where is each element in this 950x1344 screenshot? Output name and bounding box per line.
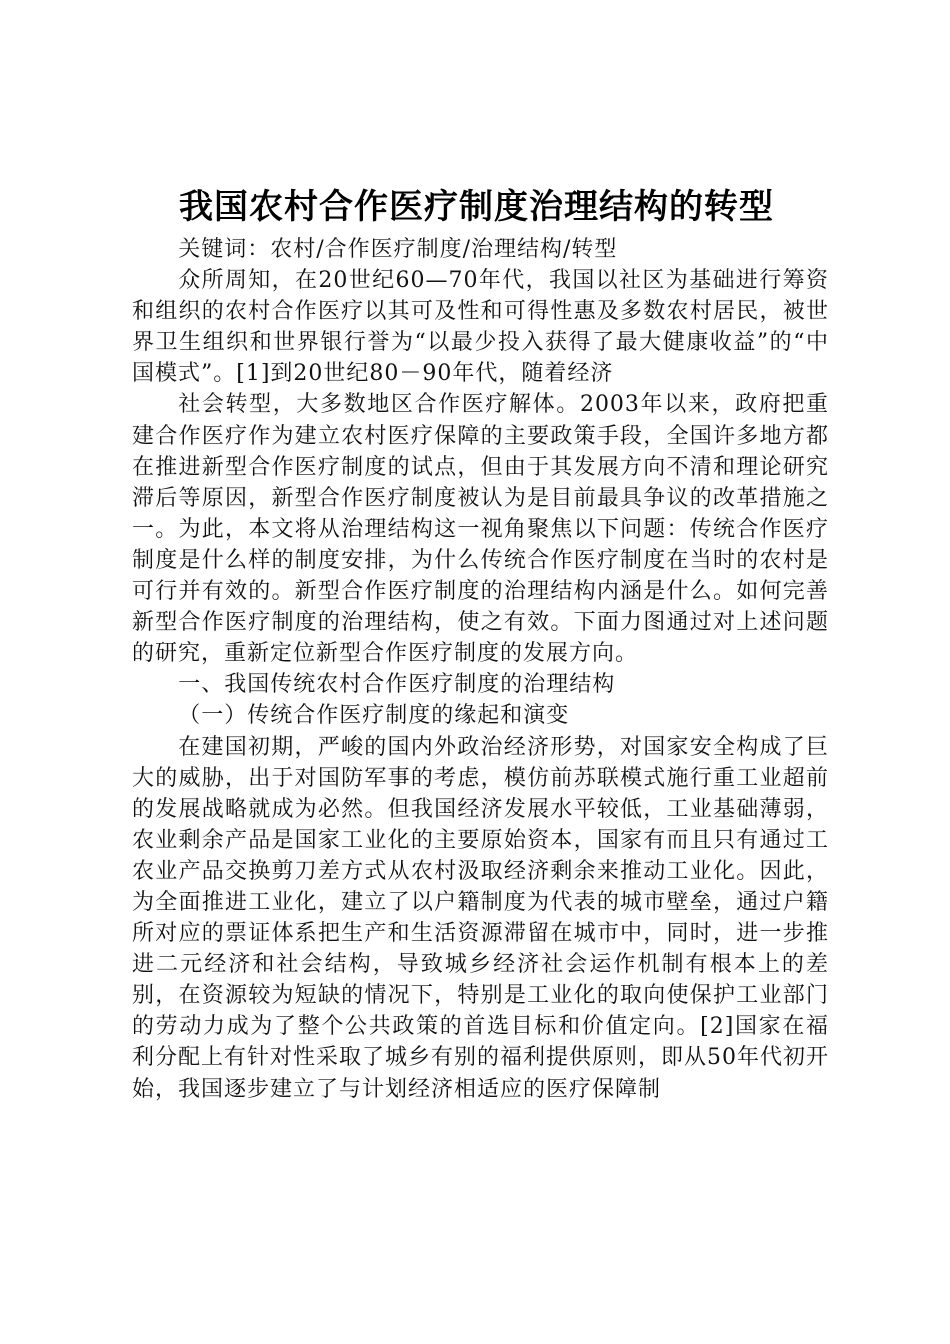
section-heading: 一、我国传统农村合作医疗制度的治理结构 <box>178 672 616 698</box>
subsection-heading: （一）传统合作医疗制度的缘起和演变 <box>178 703 570 729</box>
paragraph: 在建国初期，严峻的国内外政治经济形势，对国家安全构成了巨大的威胁，出于对国防军事的考虑，模仿前苏联模式施行重工业超前的发展战略就成为必然。但我国经济发展水平较低，工业基础薄弱，农业剩余产品是国家工业化的主要原始资本，国家有而且只有通过工农业产品交换剪刀差方式从农村汲取经济剩余来推动工业化。因此，为全面推进工业化，建立了以户籍制度为代表的城市壁垒，通过户籍所对应的票证体系把生产和生活资源滞留在城市中，同时，进一步推进二元经济和社会结构，导致城乡经济社会运作机制有根本上的差别，在资源较为短缺的情况下，特别是工业化的取向使保护工业部门的劳动力成为了整个公共政策的首选目标和价值定向。[2]国家在福利分配上有针对性采取了城乡有别的福利提供原则，即从50年代初开始，我国逐步建立了与计划经济相适应的医疗保障制 <box>132 734 829 1102</box>
document-page <box>132 0 829 1344</box>
document-body <box>132 234 829 1105</box>
keywords-line: 关键词：农村/合作医疗制度/治理结构/转型 <box>178 237 618 262</box>
paragraph: 社会转型，大多数地区合作医疗解体。2003年以来，政府把重建合作医疗作为建立农村医疗保障的主要政策手段，全国许多地方都在推进新型合作医疗制度的试点，但由于其发展方向不清和理论研究滞后等原因，新型合作医疗制度被认为是目前最具争议的改革措施之一。为此，本文将从治理结构这一视角聚焦以下问题：传统合作医疗制度是什么样的制度安排，为什么传统合作医疗制度在当时的农村是可行并有效的。新型合作医疗制度的治理结构内涵是什么。如何完善新型合作医疗制度的治理结构，使之有效。下面力图通过对上述问题的研究，重新定位新型合作医疗制度的发展方向。 <box>132 392 829 667</box>
paragraph: 众所周知，在20世纪60—70年代，我国以社区为基础进行筹资和组织的农村合作医疗以其可及性和可得性惠及多数农村居民，被世界卫生组织和世界银行誉为“以最少投入获得了最大健康收益”的“中国模式”。[1]到20世纪80－90年代，随着经济 <box>132 268 829 387</box>
document-title: 我国农村合作医疗制度治理结构的转型 <box>179 187 774 227</box>
